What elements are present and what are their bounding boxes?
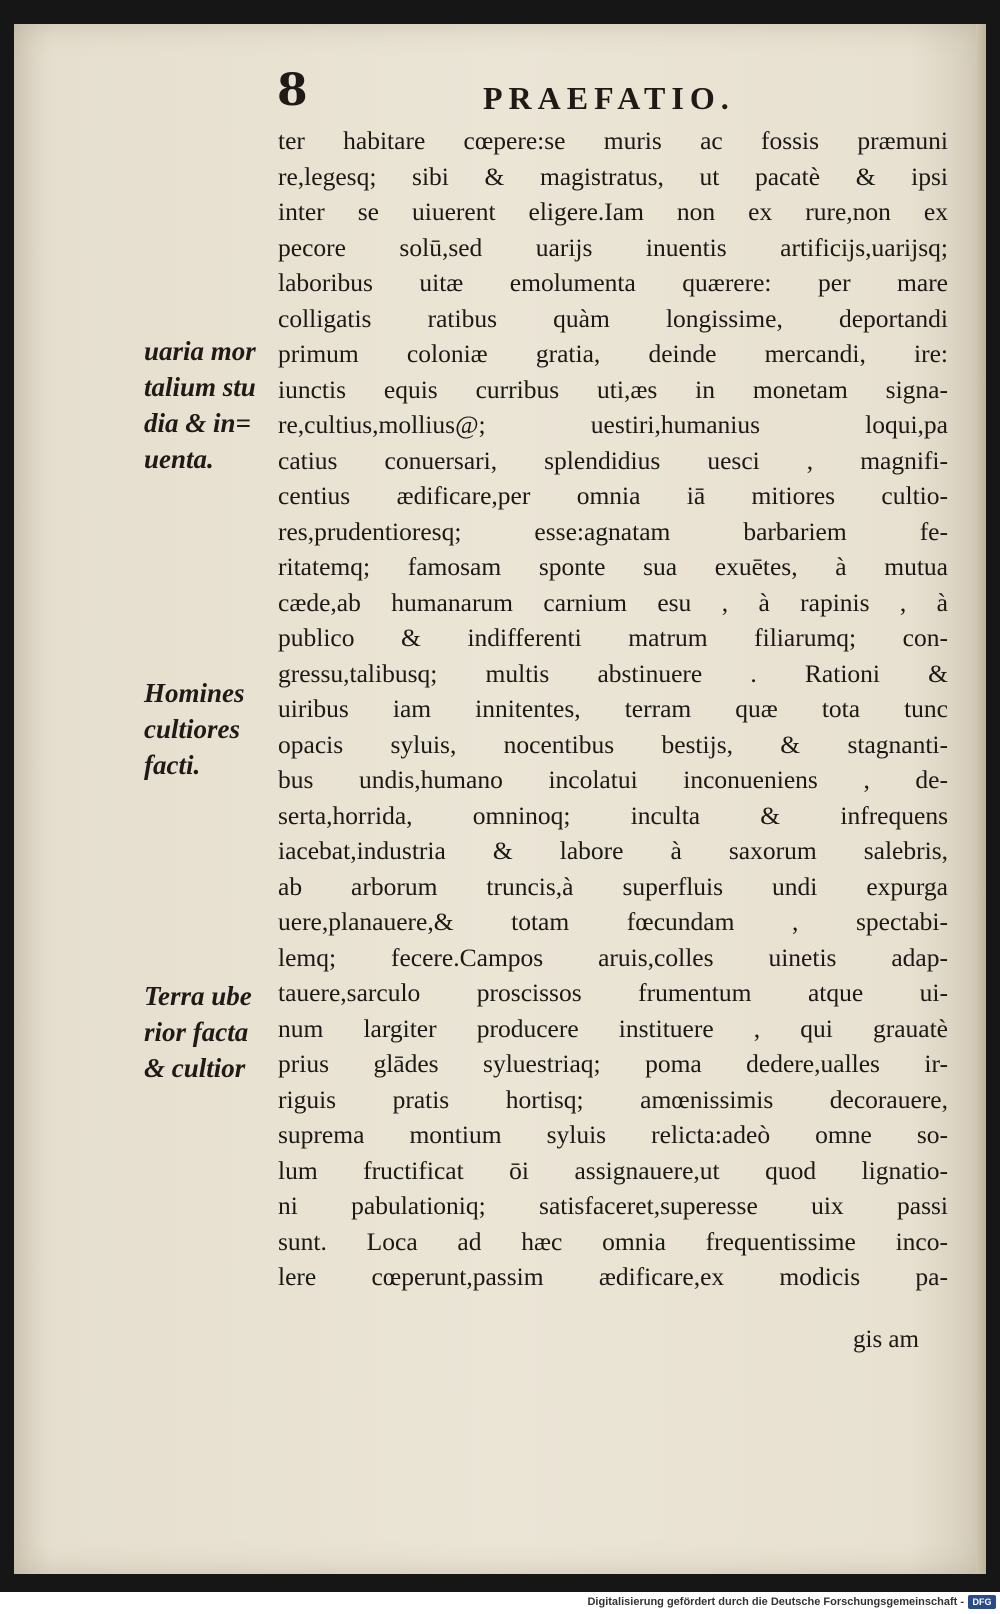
text-line: iacebat,industria & labore à saxorum salebris, — [278, 836, 948, 865]
text-line: prius glādes syluestriaq; poma dedere,ualles ir- — [278, 1049, 948, 1078]
text-line: ni pabulationiq; satisfaceret,superesse uix passi — [278, 1191, 948, 1220]
marginal-line: uenta. — [144, 444, 214, 474]
text-line: publico & indifferenti matrum filiarumq; con- — [278, 623, 948, 652]
funding-credit: Digitalisierung gefördert durch die Deutsche Forschungsgemeinschaft - — [587, 1596, 964, 1608]
text-line: riguis pratis hortisq; amœnissimis decorauere, — [278, 1084, 948, 1114]
catchword: gis am — [853, 1326, 919, 1353]
text-line: lere cœperunt,passim ædificare,ex modicis pa- — [278, 1262, 948, 1291]
marginal-line: cultiores — [144, 714, 241, 744]
marginal-note-terra — [144, 978, 279, 1086]
text-line: catius conuersari, splendidius uesci , magnifi- — [278, 445, 948, 475]
text-line: primum coloniæ gratia, deinde mercandi, ire: — [278, 339, 948, 368]
text-line: gressu,talibusq; multis abstinuere . Rationi & — [278, 658, 948, 688]
text-line: ter habitare cœpere:se muris ac fossis præmuni — [278, 126, 948, 155]
text-line: lemq; fecere.Campos aruis,colles uinetis adap- — [278, 942, 948, 972]
marginal-line: talium stu — [144, 372, 256, 402]
marginal-line: Homines — [144, 678, 245, 708]
marginal-line: & cultior — [144, 1053, 246, 1083]
text-line: colligatis ratibus quàm longissime, deportandi — [278, 303, 948, 333]
footer-bar — [0, 1592, 1000, 1614]
text-line: suprema montium syluis relicta:adeò omne so- — [278, 1120, 948, 1149]
text-line: serta,horrida, omninoq; inculta & infrequens — [278, 800, 948, 830]
marginal-line: dia & in= — [144, 408, 251, 438]
marginal-note-homines — [144, 675, 279, 783]
text-line: res,prudentioresq; esse:agnatam barbariem fe- — [278, 516, 948, 546]
text-line: re,legesq; sibi & magistratus, ut pacatè & ipsi — [278, 161, 948, 191]
text-line: lum fructificat ōi assignauere,ut quod lignatio- — [278, 1155, 948, 1185]
page-edge — [976, 24, 986, 1574]
text-line: cæde,ab humanarum carnium esu , à rapinis , à — [278, 587, 948, 617]
text-line: inter se uiuerent eligere.Iam non ex rure,non ex — [278, 197, 948, 226]
text-line: ritatemq; famosam sponte sua exuētes, à mutua — [278, 552, 948, 581]
text-line: laboribus uitæ emolumenta quærere: per mare — [278, 268, 948, 297]
text-line: opacis syluis, nocentibus bestijs, & stagnanti- — [278, 729, 948, 759]
text-line: pecore solū,sed uarijs inuentis artificijs,uarijsq; — [278, 232, 948, 262]
marginal-line: Terra ube — [144, 981, 252, 1011]
text-line: bus undis,humano incolatui inconueniens , de- — [278, 765, 948, 794]
marginal-note-uaria — [144, 333, 279, 477]
marginal-line: rior facta — [144, 1017, 249, 1047]
text-line: iunctis equis curribus uti,æs in monetam signa- — [278, 374, 948, 404]
dfg-logo-icon: DFG — [968, 1595, 996, 1609]
text-line: uere,planauere,& totam fœcundam , spectabi- — [278, 907, 948, 936]
text-line: centius ædificare,per omnia iā mitiores cultio- — [278, 481, 948, 510]
marginal-line: facti. — [144, 750, 201, 780]
text-line: sunt. Loca ad hæc omnia frequentissime inco- — [278, 1226, 948, 1256]
text-line: num largiter producere instituere , qui grauatè — [278, 1013, 948, 1043]
text-line: tauere,sarculo proscissos frumentum atque ui- — [278, 978, 948, 1007]
main-text-block — [278, 123, 948, 1295]
running-head: PRAEFATIO. — [483, 80, 735, 116]
text-line: ab arborum truncis,à superfluis undi expurga — [278, 871, 948, 901]
text-line: re,cultius,mollius@; uestiri,humanius loqui,pa — [278, 410, 948, 439]
text-line: uiribus iam innitentes, terram quæ tota tunc — [278, 694, 948, 723]
page-number: 8 — [277, 65, 308, 116]
marginal-line: uaria mor — [144, 336, 256, 366]
